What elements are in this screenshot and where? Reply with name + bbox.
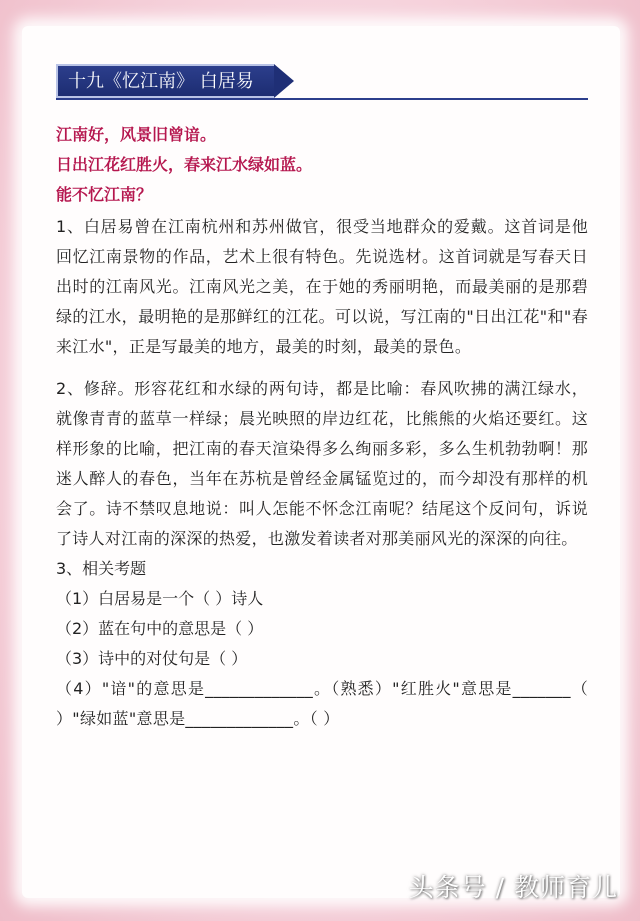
page-title: 十九《忆江南》 白居易 [68,71,254,92]
poem-line-2: 日出江花红胜火，春来江水绿如蓝。 [56,155,313,174]
paragraph-selection: 1、白居易曾在江南杭州和苏州做官，很受当地群众的爱戴。这首词是他回忆江南景物的作品，艺术上很有特色。先说选材。这首词就是写春天日出时的江南风光。江南风光之美，在于她的秀丽明艳，而最美丽的是那碧绿的江水，最明艳的是那鲜红的江花。可以说，写江南的"日出江花"和"春来江水"，正是写最美的地方，最美的时刻，最美的景色。 [56,217,588,356]
title-banner [56,64,274,98]
poem-line-1: 江南好，风景旧曾谙。 [56,125,217,144]
question-2: （2）蓝在句中的意思是（ ） [56,619,264,638]
section-heading-questions: 3、相关考题 [56,559,147,578]
question-3: （3）诗中的对仗句是（ ） [56,649,248,668]
question-4: （4）"谙"的意思是_____________。（熟悉）"红胜火"意思是_______（ ）"绿如蓝"意思是_____________。（ ） [56,679,588,728]
article-body [56,120,588,734]
paragraph-rhetoric: 2、修辞。形容花红和水绿的两句诗，都是比喻：春风吹拂的满江绿水，就像青青的蓝草一样绿；晨光映照的岸边红花，比熊熊的火焰还要红。这样形象的比喻，把江南的春天渲染得多么绚丽多彩，多么生机勃勃啊！那迷人醉人的春色，当年在苏杭是曾经金属锰览过的，而今却没有那样的机会了。诗不禁叹息地说：叫人怎能不怀念江南呢？结尾这个反问句，诉说了诗人对江南的深深的热爱，也激发着读者对那美丽风光的深深的向往。 [56,379,588,548]
title-underline [56,98,588,100]
watermark-text: 头条号 / 教师育儿 [408,873,618,902]
poem-line-3: 能不忆江南？ [56,185,153,204]
question-1: （1）白居易是一个（ ）诗人 [56,589,264,608]
